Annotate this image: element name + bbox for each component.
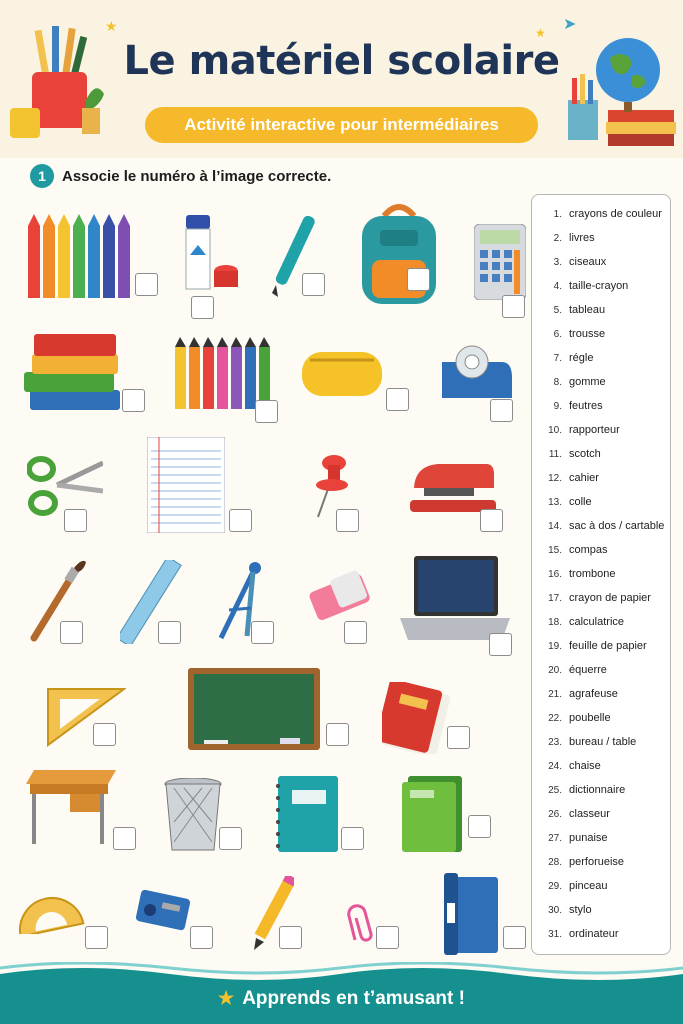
word-list-item bbox=[532, 539, 670, 561]
word-number: 15. bbox=[548, 544, 562, 556]
word-list-item bbox=[532, 395, 670, 417]
backpack-icon bbox=[356, 202, 442, 306]
answer-box[interactable] bbox=[468, 815, 491, 838]
word-list-item bbox=[532, 323, 670, 345]
answer-box[interactable] bbox=[85, 926, 108, 949]
word-list-item bbox=[532, 731, 670, 753]
word-label: feuille de papier bbox=[569, 640, 647, 652]
word-label: colle bbox=[569, 496, 592, 508]
word-number: 7. bbox=[553, 352, 562, 364]
word-number: 19. bbox=[548, 640, 562, 652]
folder-icon bbox=[400, 772, 466, 854]
instruction bbox=[30, 164, 331, 188]
answer-box[interactable] bbox=[64, 509, 87, 532]
word-label: agrafeuse bbox=[569, 688, 618, 700]
paper-sheet-icon bbox=[147, 437, 225, 533]
word-label: ordinateur bbox=[569, 928, 619, 940]
answer-box[interactable] bbox=[503, 926, 526, 949]
word-list-item bbox=[532, 803, 670, 825]
word-list-item bbox=[532, 851, 670, 873]
answer-box[interactable] bbox=[344, 621, 367, 644]
word-list-item bbox=[532, 875, 670, 897]
answer-box[interactable] bbox=[122, 389, 145, 412]
word-label: calculatrice bbox=[569, 616, 625, 628]
word-number: 27. bbox=[548, 832, 562, 844]
word-list-item bbox=[532, 419, 670, 441]
word-list-item bbox=[532, 563, 670, 585]
answer-box[interactable] bbox=[113, 827, 136, 850]
stapler-icon bbox=[410, 460, 496, 514]
tape-dispenser-icon bbox=[438, 342, 514, 400]
word-label: bureau / table bbox=[569, 736, 637, 748]
word-number: 28. bbox=[548, 856, 562, 868]
word-list-item bbox=[532, 899, 670, 921]
word-label: trousse bbox=[569, 328, 606, 340]
word-label: crayon de papier bbox=[569, 592, 651, 604]
answer-box[interactable] bbox=[407, 268, 430, 291]
answer-box[interactable] bbox=[489, 633, 512, 656]
word-label: sac à dos / cartable bbox=[569, 520, 665, 532]
word-label: classeur bbox=[569, 808, 610, 820]
word-label: équerre bbox=[569, 664, 607, 676]
answer-box[interactable] bbox=[490, 399, 513, 422]
footer bbox=[0, 988, 683, 1010]
word-label: feutres bbox=[569, 400, 603, 412]
answer-box[interactable] bbox=[336, 509, 359, 532]
word-list-item bbox=[532, 635, 670, 657]
word-list-item bbox=[532, 659, 670, 681]
word-label: punaise bbox=[569, 832, 608, 844]
word-label: ciseaux bbox=[569, 256, 607, 268]
colored-pencils-icon bbox=[28, 214, 132, 300]
word-list-item bbox=[532, 371, 670, 393]
word-number: 3. bbox=[553, 256, 562, 268]
word-number: 22. bbox=[548, 712, 562, 724]
subtitle-text: Activité interactive pour intermédiaires bbox=[184, 115, 499, 134]
paper-clip-icon bbox=[345, 896, 379, 946]
word-label: scotch bbox=[569, 448, 601, 460]
word-label: poubelle bbox=[569, 712, 611, 724]
word-label: taille-crayon bbox=[569, 280, 629, 292]
answer-box[interactable] bbox=[386, 388, 409, 411]
word-number: 21. bbox=[548, 688, 562, 700]
desk-icon bbox=[26, 770, 116, 844]
answer-box[interactable] bbox=[251, 621, 274, 644]
word-list bbox=[531, 194, 671, 955]
answer-box[interactable] bbox=[502, 295, 525, 318]
word-number: 9. bbox=[553, 400, 562, 412]
word-list-item bbox=[532, 443, 670, 465]
glue-stick-icon bbox=[182, 215, 240, 293]
instruction-number: 1 bbox=[30, 164, 54, 188]
books-icon bbox=[24, 330, 124, 412]
word-label: crayons de couleur bbox=[569, 208, 662, 220]
word-number: 17. bbox=[548, 592, 562, 604]
word-number: 20. bbox=[548, 664, 562, 676]
word-label: trombone bbox=[569, 568, 616, 580]
answer-box[interactable] bbox=[480, 509, 503, 532]
answer-box[interactable] bbox=[158, 621, 181, 644]
word-list-item bbox=[532, 275, 670, 297]
word-label: cahier bbox=[569, 472, 599, 484]
paper-plane-icon: ➤ bbox=[563, 16, 577, 33]
word-label: tableau bbox=[569, 304, 606, 316]
word-label: rapporteur bbox=[569, 424, 620, 436]
word-list-item bbox=[532, 683, 670, 705]
word-list-item bbox=[532, 299, 670, 321]
word-number: 8. bbox=[553, 376, 562, 388]
answer-box[interactable] bbox=[229, 509, 252, 532]
answer-box[interactable] bbox=[190, 926, 213, 949]
word-label: livres bbox=[569, 232, 595, 244]
word-number: 4. bbox=[553, 280, 562, 292]
word-number: 14. bbox=[548, 520, 562, 532]
word-number: 6. bbox=[553, 328, 562, 340]
answer-box[interactable] bbox=[191, 296, 214, 319]
word-list-item bbox=[532, 587, 670, 609]
word-list-item bbox=[532, 923, 670, 945]
word-number: 30. bbox=[548, 904, 562, 916]
word-number: 18. bbox=[548, 616, 562, 628]
answer-box[interactable] bbox=[93, 723, 116, 746]
word-number: 12. bbox=[548, 472, 562, 484]
word-number: 13. bbox=[548, 496, 562, 508]
word-label: stylo bbox=[569, 904, 592, 916]
word-number: 1. bbox=[553, 208, 562, 220]
word-number: 26. bbox=[548, 808, 562, 820]
word-list-item bbox=[532, 611, 670, 633]
subtitle-badge bbox=[145, 107, 538, 143]
answer-box[interactable] bbox=[60, 621, 83, 644]
star-icon: ★ bbox=[105, 18, 118, 34]
word-label: gomme bbox=[569, 376, 606, 388]
word-number: 11. bbox=[548, 448, 562, 460]
page-title: Le matériel scolaire bbox=[123, 38, 560, 84]
binder-icon bbox=[442, 873, 500, 955]
word-list-item bbox=[532, 827, 670, 849]
pencil-sharpener-icon bbox=[136, 886, 192, 934]
word-number: 2. bbox=[553, 232, 562, 244]
word-number: 29. bbox=[548, 880, 562, 892]
notebook-icon bbox=[274, 776, 338, 852]
answer-box[interactable] bbox=[279, 926, 302, 949]
pencil-case-icon bbox=[300, 346, 384, 398]
word-number: 25. bbox=[548, 784, 562, 796]
footer-text: Apprends en t’amusant ! bbox=[242, 988, 465, 1009]
chalkboard-icon bbox=[188, 668, 320, 750]
word-list-item bbox=[532, 779, 670, 801]
eraser-icon bbox=[304, 570, 374, 628]
answer-box[interactable] bbox=[255, 400, 278, 423]
word-list-item bbox=[532, 203, 670, 225]
word-label: compas bbox=[569, 544, 608, 556]
word-number: 10. bbox=[548, 424, 562, 436]
word-label: dictionnaire bbox=[569, 784, 626, 796]
word-number: 5. bbox=[553, 304, 562, 316]
word-list-item bbox=[532, 755, 670, 777]
word-number: 31. bbox=[548, 928, 562, 940]
answer-box[interactable] bbox=[447, 726, 470, 749]
answer-box[interactable] bbox=[341, 827, 364, 850]
answer-box[interactable] bbox=[135, 273, 158, 296]
answer-box[interactable] bbox=[219, 827, 242, 850]
answer-box[interactable] bbox=[302, 273, 325, 296]
protractor-icon bbox=[18, 886, 86, 934]
word-label: régle bbox=[569, 352, 594, 364]
star-icon: ★ bbox=[218, 988, 235, 1008]
star-icon: ★ bbox=[535, 26, 546, 40]
word-list-item bbox=[532, 251, 670, 273]
word-label: chaise bbox=[569, 760, 601, 772]
word-number: 23. bbox=[548, 736, 562, 748]
word-label: perforueise bbox=[569, 856, 625, 868]
answer-box[interactable] bbox=[376, 926, 399, 949]
word-list-item bbox=[532, 467, 670, 489]
word-list-item bbox=[532, 707, 670, 729]
word-list-item bbox=[532, 227, 670, 249]
calculator-icon bbox=[474, 224, 526, 300]
word-label: pinceau bbox=[569, 880, 608, 892]
trash-bin-icon bbox=[164, 778, 222, 852]
word-list-item bbox=[532, 515, 670, 537]
answer-box[interactable] bbox=[326, 723, 349, 746]
instruction-text: Associe le numéro à l’image correcte. bbox=[62, 167, 332, 185]
word-number: 24. bbox=[548, 760, 562, 772]
word-list-item bbox=[532, 347, 670, 369]
dictionary-icon bbox=[382, 682, 454, 754]
word-number: 16. bbox=[548, 568, 562, 580]
word-list-item bbox=[532, 491, 670, 513]
